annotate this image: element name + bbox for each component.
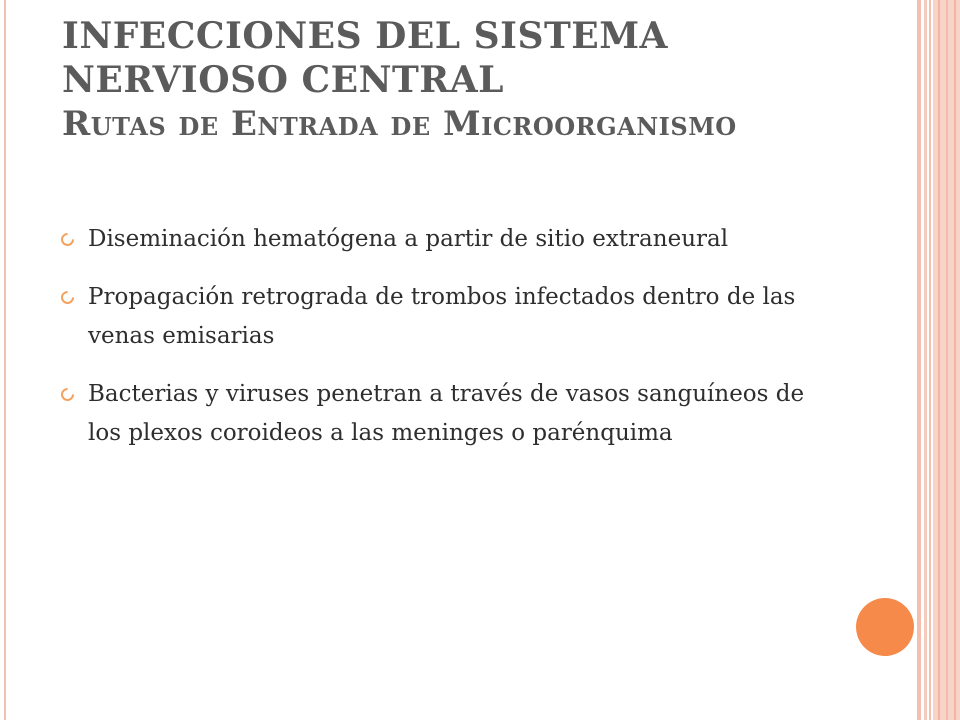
- bullet-text: Diseminación hematógena a partir de sitio extraneural: [88, 226, 729, 252]
- open-circle-bullet-icon: [58, 230, 76, 248]
- open-circle-bullet-icon: [58, 288, 76, 306]
- right-border-stripe: [938, 0, 940, 720]
- left-border-rule: [4, 0, 6, 720]
- title-line-1: INFECCIONES DEL SISTEMA: [62, 15, 668, 57]
- orange-circle-icon: [856, 598, 914, 656]
- right-border-stripe: [946, 0, 948, 720]
- slide-subtitle: Rutas de Entrada de Microorganismo: [62, 104, 737, 144]
- bullet-text: Propagación retrograda de trombos infectados dentro de las venas emisarias: [88, 284, 796, 349]
- slide-title: [62, 14, 902, 146]
- bullet-item: [60, 278, 820, 356]
- right-border-stripe: [924, 0, 927, 720]
- open-circle-bullet-icon: [58, 385, 76, 403]
- right-border-stripe: [917, 0, 921, 720]
- right-border-stripe: [954, 0, 956, 720]
- bullet-item: [60, 375, 820, 453]
- bullet-list: [60, 220, 820, 472]
- right-border-stripe: [929, 0, 931, 720]
- bullet-item: [60, 220, 820, 259]
- title-line-2: NERVIOSO CENTRAL: [62, 59, 504, 101]
- bullet-text: Bacterias y viruses penetran a través de vasos sanguíneos de los plexos coroideos a las meninges o parénquima: [88, 381, 805, 446]
